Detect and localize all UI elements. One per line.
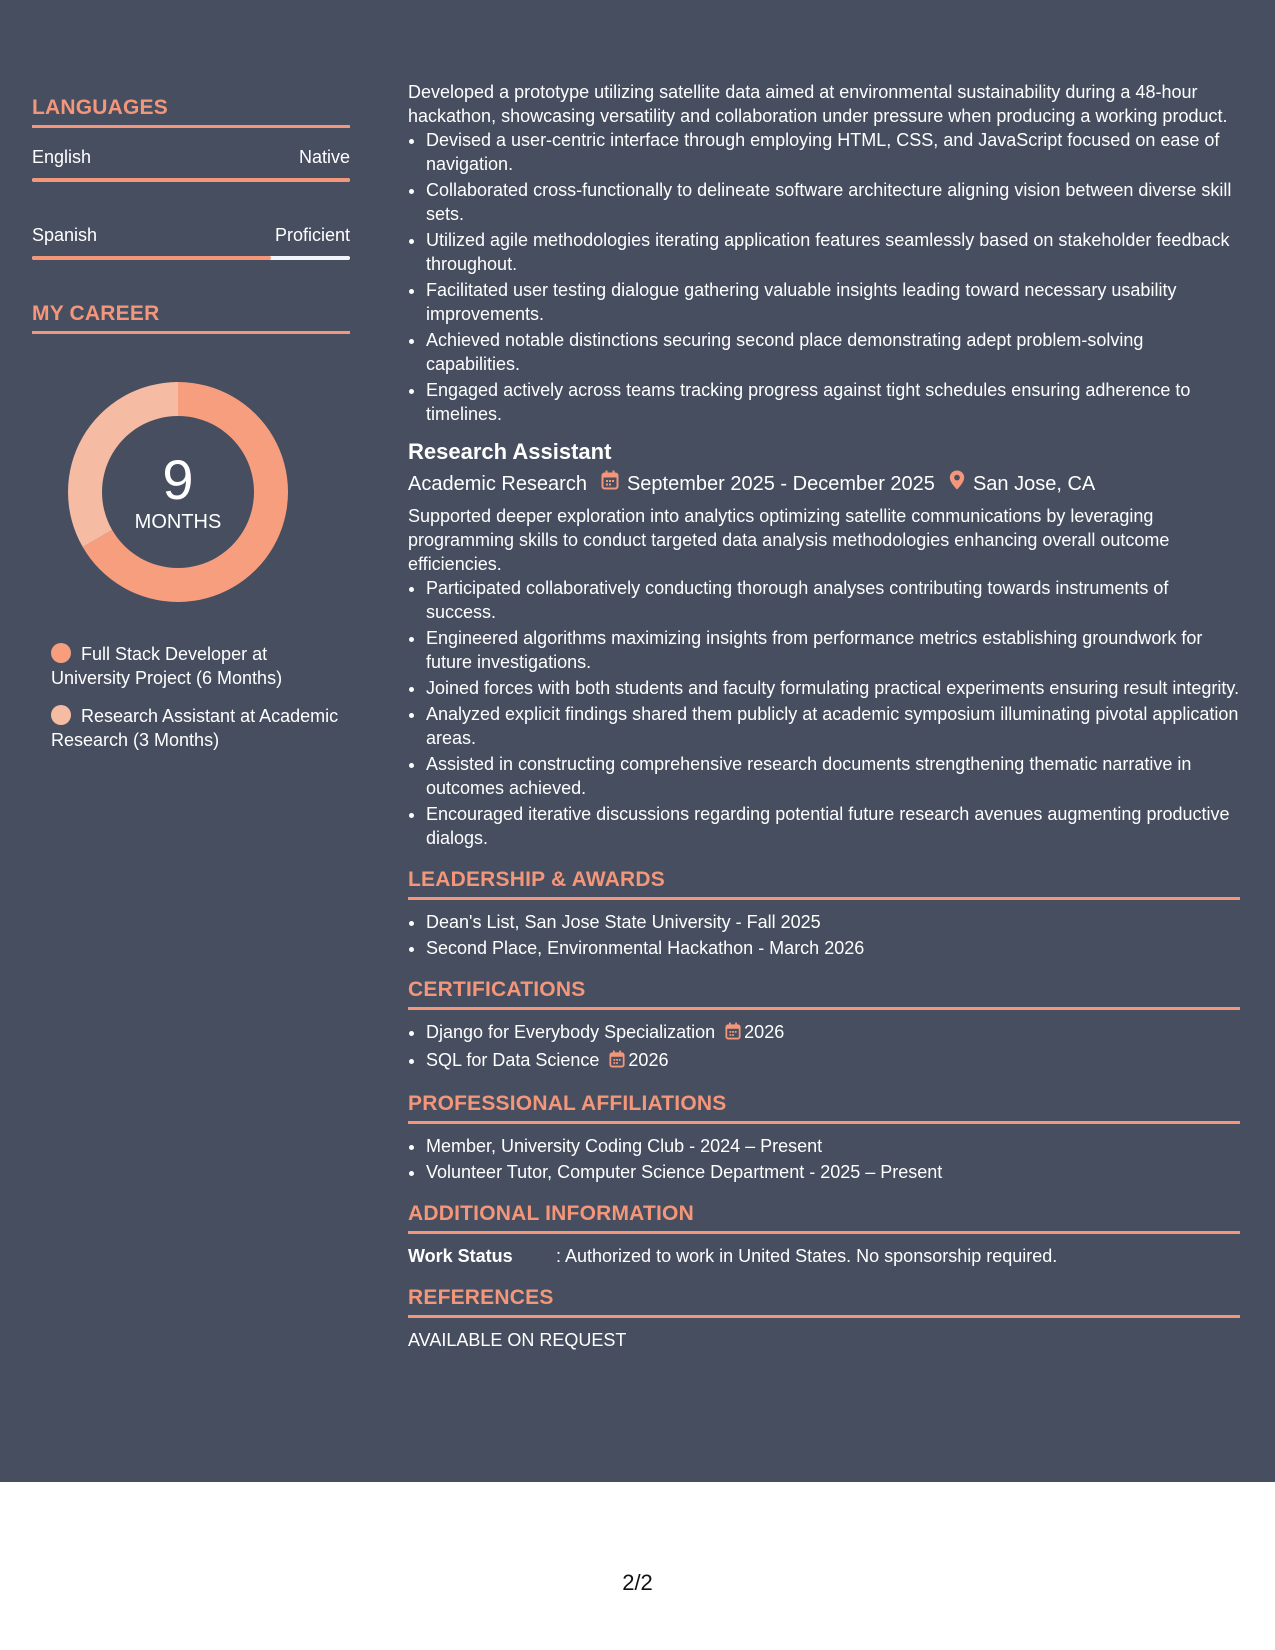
certifications-section	[408, 978, 1240, 1074]
career-heading: MY CAREER	[32, 302, 350, 334]
job-organization: Academic Research	[408, 473, 587, 495]
affiliations-section	[408, 1092, 1240, 1184]
bullet-item: • Devised a user-centric interface through employing HTML, CSS, and JavaScript focused on ease of navigation.	[426, 128, 1240, 176]
affiliation-item: • Volunteer Tutor, Computer Science Department - 2025 – Present	[426, 1160, 1240, 1184]
project-bullets	[408, 128, 1240, 426]
bullet-item: • Joined forces with both students and faculty formulating practical experiments ensuring result integrity.	[426, 676, 1240, 700]
career-legend-item	[51, 642, 350, 690]
career-total-months: 9	[162, 447, 194, 511]
leadership-section	[408, 868, 1240, 960]
bullet-item: • Utilized agile methodologies iterating application features seamlessly based on stakeholder feedback throughout.	[426, 228, 1240, 276]
bullet-item: • Encouraged iterative discussions regarding potential future research avenues augmenting productive dialogs.	[426, 802, 1240, 850]
certification-name: Django for Everybody Specialization	[426, 1022, 716, 1042]
map-pin-icon	[949, 470, 965, 498]
language-name: English	[32, 147, 92, 167]
language-level: Native	[298, 147, 350, 167]
bullet-item: • Participated collaboratively conducting thorough analyses contributing towards instruments of success.	[426, 576, 1240, 624]
legend-label: Full Stack Developer at University Project (6 Months)	[51, 644, 283, 688]
job-dates: September 2025 - December 2025	[626, 473, 935, 495]
references-text: AVAILABLE ON REQUEST	[408, 1330, 627, 1350]
references-heading: REFERENCES	[408, 1286, 1240, 1318]
language-level-fill	[32, 256, 271, 260]
certification-name: SQL for Data Science	[426, 1050, 600, 1070]
references-section	[408, 1286, 1240, 1352]
left-column	[32, 96, 350, 766]
additional-info-heading: ADDITIONAL INFORMATION	[408, 1202, 1240, 1234]
bullet-item: • Achieved notable distinctions securing second place demonstrating adept problem-solving capabilities.	[426, 328, 1240, 376]
leadership-heading: LEADERSHIP & AWARDS	[408, 868, 1240, 900]
right-column	[408, 80, 1240, 1352]
additional-info-section	[408, 1202, 1240, 1268]
language-item	[32, 146, 350, 182]
legend-dot	[51, 643, 71, 663]
job-bullets	[408, 576, 1240, 850]
work-status-value: : Authorized to work in United States. No sponsorship required.	[556, 1246, 1058, 1266]
bullet-item: • Engineered algorithms maximizing insights from performance metrics establishing groundwork for future investigations.	[426, 626, 1240, 674]
calendar-icon	[609, 1050, 625, 1074]
career-legend-item	[51, 704, 350, 752]
language-level-bar	[32, 256, 350, 260]
certification-year: 2026	[628, 1050, 669, 1070]
job-summary: Supported deeper exploration into analytics optimizing satellite communications by leveraging programming skills to conduct targeted data analysis methodologies enhancing overall outcome efficiencies.	[408, 506, 1170, 574]
legend-label: Research Assistant at Academic Research (3 Months)	[51, 706, 339, 750]
bullet-item: • Engaged actively across teams tracking progress against tight schedules ensuring adherence to timelines.	[426, 378, 1240, 426]
bullet-item: • Analyzed explicit findings shared them publicly at academic symposium illuminating pivotal application areas.	[426, 702, 1240, 750]
languages-heading: LANGUAGES	[32, 96, 350, 128]
language-level: Proficient	[274, 225, 350, 245]
award-item: • Second Place, Environmental Hackathon - March 2026	[426, 936, 1240, 960]
bullet-item: • Assisted in constructing comprehensive research documents strengthening thematic narrative in outcomes achieved.	[426, 752, 1240, 800]
certification-year: 2026	[744, 1022, 785, 1042]
affiliation-item: • Member, University Coding Club - 2024 – Present	[426, 1134, 1240, 1158]
work-status-label: Work Status	[408, 1246, 513, 1266]
calendar-icon	[601, 470, 619, 498]
career-donut-chart	[64, 378, 292, 606]
job-meta	[408, 470, 1240, 498]
language-name: Spanish	[32, 225, 98, 245]
language-level-fill	[32, 178, 350, 182]
legend-dot	[51, 705, 71, 725]
certifications-heading: CERTIFICATIONS	[408, 978, 1240, 1010]
career-legend	[51, 642, 350, 752]
job-location: San Jose, CA	[972, 473, 1096, 495]
bullet-item: • Collaborated cross-functionally to delineate software architecture aligning vision between diverse skill sets.	[426, 178, 1240, 226]
page-number: 2/2	[622, 1570, 653, 1595]
job-title: Research Assistant	[408, 439, 612, 464]
bullet-item: • Facilitated user testing dialogue gathering valuable insights leading toward necessary usability improvements.	[426, 278, 1240, 326]
calendar-icon	[725, 1022, 741, 1046]
affiliations-heading: PROFESSIONAL AFFILIATIONS	[408, 1092, 1240, 1124]
project-summary: Developed a prototype utilizing satellite data aimed at environmental sustainability during a 48-hour hackathon, showcasing versatility and collaboration under pressure when producing a working product.	[408, 82, 1228, 126]
language-level-bar	[32, 178, 350, 182]
award-item: • Dean's List, San Jose State University - Fall 2025	[426, 910, 1240, 934]
language-item	[32, 224, 350, 260]
certification-item	[426, 1020, 1240, 1046]
certification-item	[426, 1048, 1240, 1074]
career-total-unit: MONTHS	[134, 510, 222, 533]
